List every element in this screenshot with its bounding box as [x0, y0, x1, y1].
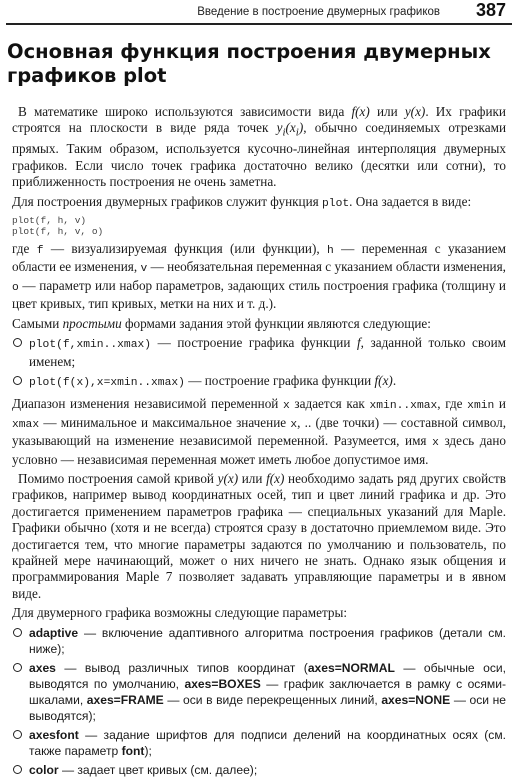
text-run: — необязательная переменная с указанием области изменения, — [147, 259, 506, 275]
text-run: . — [392, 372, 397, 388]
code-range: xmin..xmax — [369, 400, 438, 413]
section-title: Основная функция построения двумерных графиков plot — [7, 40, 491, 87]
math-yx: y(x) — [404, 104, 426, 119]
code-h: h — [327, 245, 334, 258]
code-block — [12, 215, 506, 237]
text-run: здесь дано условно — независимая переменная может иметь любое допустимое имя. — [12, 433, 506, 467]
text-run: , заданной только своим именем; — [29, 335, 506, 369]
math-points — [276, 120, 304, 140]
code-line: plot(f, h, v) — [12, 215, 87, 227]
paragraph-arguments — [12, 241, 506, 313]
math-f: f — [356, 335, 361, 351]
text-run: В математике широко используются зависимости вида — [18, 104, 352, 119]
param-keyword: axes=FRAME — [86, 692, 164, 707]
text-run: — построение графика функции — [151, 335, 357, 351]
bullet-icon — [13, 663, 22, 672]
paragraph-simple-forms — [12, 316, 506, 332]
emphasis: простыми — [62, 315, 122, 331]
math-fx: f(x) — [374, 372, 393, 388]
text-run: — параметр или набор параметров, задающих стиль построения графика (толщину и цвет кривых, тип кривых, метки на них и т. д.). — [12, 277, 506, 312]
code-x: x — [283, 400, 290, 413]
text-run: Помимо построения самой кривой — [18, 470, 218, 486]
param-keyword: axes=NONE — [381, 692, 451, 707]
forms-list — [12, 335, 506, 391]
bullet-icon — [13, 628, 22, 637]
text-run: формами задания этой функции являются следующие: — [121, 315, 431, 331]
text-run: задается как — [289, 396, 370, 412]
text-run: Самыми — [12, 315, 63, 331]
math-fx: f(x) — [351, 104, 370, 119]
bullet-icon — [13, 765, 22, 774]
param-keyword: axes=NORMAL — [307, 660, 395, 675]
paragraph-parameters-intro — [12, 471, 506, 602]
list-item — [12, 727, 506, 759]
text-run: . Она задается в виде: — [349, 193, 472, 209]
math-arg: (x — [285, 120, 296, 136]
text-run: и — [494, 396, 506, 412]
paragraph-range — [12, 396, 506, 468]
math-yx: y(x) — [217, 470, 239, 486]
text-run: или — [369, 104, 405, 119]
param-keyword: adaptive — [29, 625, 79, 640]
text-run: где — [12, 241, 37, 257]
text-run: необходимо задать ряд других свойств графиков, например вывод координатных осей, тип и цвет линий графика и др. Это достигается применением параметров графика — специальных указаний для Maple. Графики обычно (хотя и не всегда) строятся сразу в достаточно приемлемом виде. Это достигается тем, что многие параметры задаются по умолчанию и пользователь, по крайней мере начинающий, может о них ничего не знать. Однако язык общения и программирования Maple 7 позволяет задавать управляющие параметры и в явном виде. — [12, 470, 506, 601]
list-item — [12, 660, 506, 724]
text-run: — минимальное и максимальное значение — [39, 414, 291, 430]
parameters-list — [12, 625, 506, 778]
code-xmin: xmin — [467, 400, 495, 413]
param-keyword: color — [29, 762, 59, 777]
math-sub: i — [282, 127, 286, 140]
param-keyword: axes=BOXES — [184, 676, 261, 691]
text-run: — задает цвет кривых (см. далее); — [58, 762, 258, 777]
math-sub: i — [295, 127, 299, 140]
text-run: — задание шрифтов для подписи делений на координатных осях (см. также параметр — [29, 727, 506, 758]
text-run: Для построения двумерных графиков служит функция — [12, 193, 323, 209]
text-run: — вывод различных типов координат ( — [55, 660, 308, 675]
list-item — [12, 762, 506, 778]
text-run: — обычные оси, выводятся по умолчанию, — [29, 660, 506, 691]
text-run: — оси в виде перекрещенных линий, — [163, 692, 382, 707]
param-keyword: font — [121, 743, 145, 758]
math-y: y — [276, 120, 283, 136]
code-o: o — [12, 281, 19, 294]
code-x: x — [432, 437, 439, 450]
code-xmax: xmax — [12, 418, 40, 431]
param-keyword: axesfont — [29, 727, 79, 742]
text-run: , где — [437, 396, 468, 412]
text-run: — включение адаптивного алгоритма построения графиков (детали см. ниже); — [29, 625, 506, 656]
text-run: — оси не выводятся); — [29, 692, 507, 723]
paragraph-intro — [12, 104, 506, 191]
code-line: plot(f, h, v, o) — [12, 226, 104, 238]
bullet-icon — [13, 730, 22, 739]
paragraph-plot-function — [12, 194, 506, 212]
math-arg: ) — [298, 120, 304, 136]
code-v: v — [140, 263, 148, 276]
text-run: или — [238, 470, 267, 486]
list-item — [12, 335, 506, 370]
body-text — [12, 104, 506, 783]
paragraph-params-lead: Для двумерного графика возможны следующие параметры: — [12, 605, 347, 621]
list-item — [12, 625, 506, 657]
bullet-icon — [13, 376, 22, 385]
text-run: , обычно соединяемых отрезками прямых. Таким образом, используется кусочно-линейная интерполяция двумерных графиков. Если число точек графика достаточно велико (десятки или сотни), то приближенность построения не очень заметна. — [12, 120, 507, 190]
page-number: 387 — [475, 0, 506, 20]
text-run: — визуализируемая функция (или функции), — [43, 241, 328, 257]
code-form: plot(f,xmin..xmax) — [29, 339, 152, 352]
text-run: — график заключается в рамку с осями-шкалами, — [29, 676, 506, 707]
running-title: Введение в построение двумерных графиков — [197, 6, 440, 18]
bullet-icon — [13, 338, 22, 347]
header-rule — [6, 23, 512, 25]
math-fx: f(x) — [266, 470, 285, 486]
running-header — [0, 0, 514, 26]
code-plot: plot — [322, 197, 350, 210]
code-x: x — [290, 418, 298, 431]
list-item — [12, 373, 506, 391]
code-form: plot(f(x),x=xmin..xmax) — [29, 376, 185, 389]
text-run: ); — [144, 743, 152, 758]
param-keyword: axes — [29, 660, 56, 675]
text-run: . Их графики строятся на плоскости в виде ряда точек — [12, 104, 506, 136]
text-run: — переменная с указанием области ее изменения, — [12, 241, 506, 275]
text-run: Диапазон изменения независимой переменной — [12, 396, 283, 412]
text-run: — построение графика функции — [184, 372, 375, 388]
text-run: , .. (две точки) — составной символ, указывающий на изменение независимой переменной. Разумеется, имя — [12, 414, 507, 449]
code-f: f — [36, 245, 44, 258]
